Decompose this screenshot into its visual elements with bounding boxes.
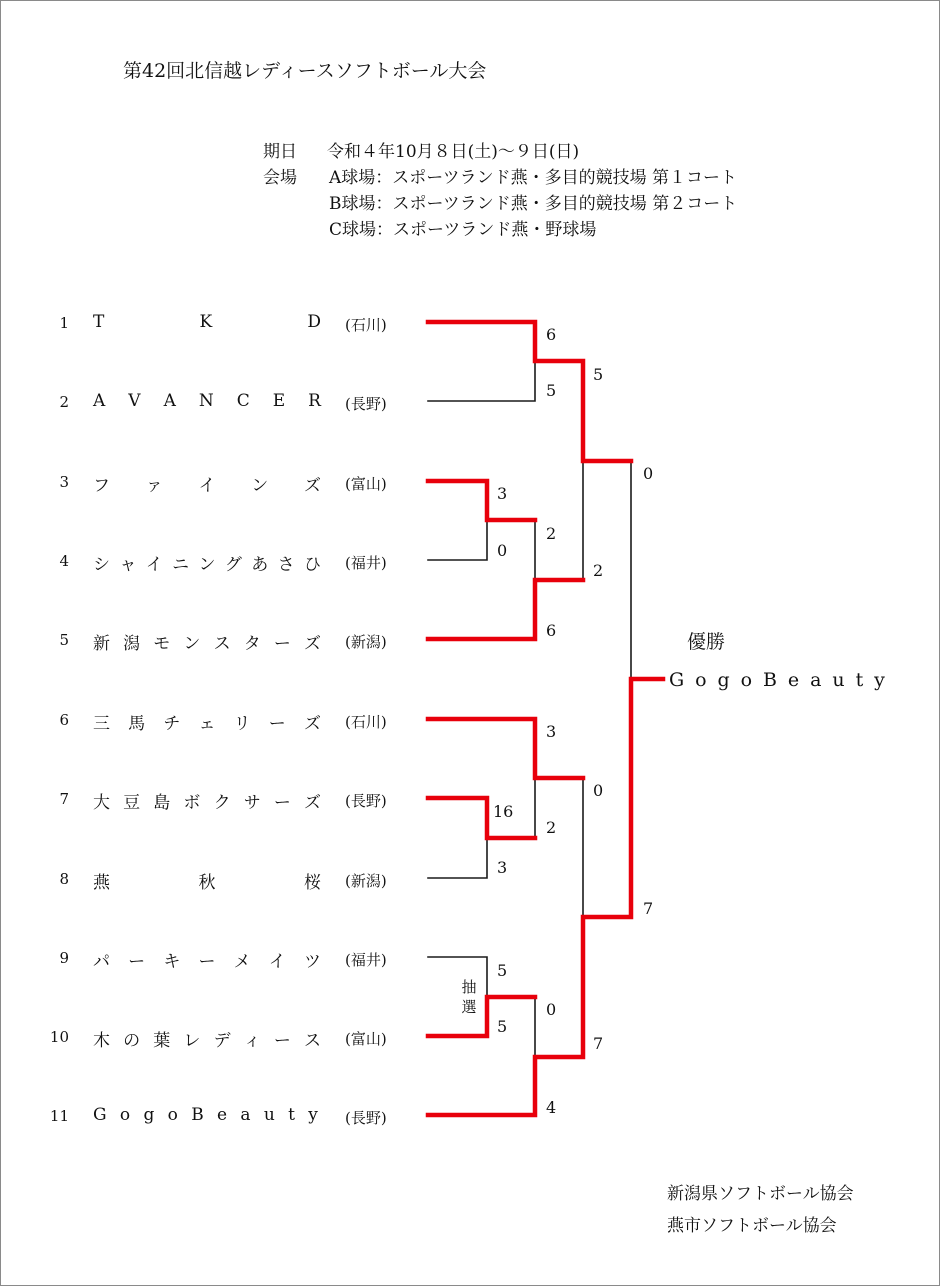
team-name-char: 馬 <box>128 714 146 734</box>
venue-a: A球場：スポーツランド燕・多目的競技場 第１コート <box>329 168 737 188</box>
champion-name-char: o <box>740 669 753 691</box>
team-name-text <box>93 391 321 411</box>
team-prefecture: (長野) <box>345 1109 387 1127</box>
team-name-char: ー <box>273 793 291 813</box>
team-name-char: 大 <box>93 793 110 813</box>
team-name-char: ボ <box>183 793 201 813</box>
score-label: 16 <box>493 802 514 821</box>
champion-name-char: y <box>874 669 885 691</box>
tournament-title: 第42回北信越レディースソフトボール大会 <box>123 60 487 82</box>
line-team-2 <box>428 361 535 401</box>
team-name <box>93 550 321 575</box>
venue-c: C球場：スポーツランド燕・野球場 <box>329 220 597 240</box>
team-seed: 7 <box>59 790 69 808</box>
team-prefecture: (富山) <box>345 1030 387 1048</box>
team-name-char: ニ <box>172 555 190 575</box>
team-seed: 6 <box>59 711 69 729</box>
score-label: 0 <box>546 1000 557 1019</box>
team-name-char: さ <box>277 555 295 575</box>
team-name-char: モ <box>153 634 171 654</box>
champion-name <box>669 669 885 691</box>
score-label: 3 <box>497 858 508 877</box>
score-label: 0 <box>643 464 654 483</box>
score-label: 2 <box>546 818 557 837</box>
team-name-char: チ <box>163 714 181 734</box>
team-name-text <box>93 471 321 496</box>
team-name-text <box>93 1105 318 1125</box>
team-name-char: ー <box>273 1031 291 1051</box>
line-team-7 <box>428 798 535 838</box>
line-team-5 <box>428 580 583 639</box>
team-name-char: o <box>119 1105 131 1125</box>
team-seed: 10 <box>49 1028 69 1046</box>
team-name-text <box>93 550 321 575</box>
team-name-char: 潟 <box>123 634 141 654</box>
team-name-char: D <box>307 312 321 332</box>
team-name <box>93 868 321 893</box>
team-name-char: ス <box>303 1031 321 1051</box>
team-name-char: ズ <box>303 634 321 654</box>
team-name-char: y <box>308 1105 318 1125</box>
score-label: 3 <box>497 484 508 503</box>
team-name-char: ェ <box>198 714 216 734</box>
team-seed: 1 <box>59 314 69 332</box>
team-name-char: 木 <box>93 1031 110 1051</box>
team-name-text <box>93 629 321 654</box>
team-name-char: ー <box>268 714 286 734</box>
team-name-char: ー <box>198 952 216 972</box>
team-name-text <box>93 868 321 893</box>
team-name-char: o <box>167 1105 178 1125</box>
team-name-char: t <box>288 1105 295 1125</box>
team-name-char: N <box>198 391 214 411</box>
team-name-char: ィ <box>243 1031 261 1051</box>
team-name-char: 燕 <box>93 873 110 893</box>
score-label: 6 <box>546 325 557 344</box>
venue-label: 会場 <box>263 168 297 188</box>
team-name-char: 秋 <box>198 873 216 893</box>
team-name-char: の <box>123 1031 141 1051</box>
score-label: 2 <box>546 524 557 543</box>
line-team-10 <box>428 997 535 1036</box>
score-label: 6 <box>546 621 557 640</box>
team-name-char: フ <box>93 476 110 496</box>
team-name-char: 三 <box>93 714 110 734</box>
line-team-11 <box>428 679 663 1115</box>
team-name-char: キ <box>163 952 181 972</box>
team-prefecture: (新潟) <box>345 872 387 890</box>
team-name-char: B <box>191 1105 204 1125</box>
team-name-char: 豆 <box>123 793 141 813</box>
team-name-char: ー <box>273 634 291 654</box>
team-name-char: リ <box>233 714 251 734</box>
team-name-char: 島 <box>153 793 171 813</box>
team-prefecture: (石川) <box>345 316 387 334</box>
champion-name-char: u <box>832 669 845 691</box>
score-label: 5 <box>593 365 604 384</box>
score-label: 4 <box>546 1098 557 1117</box>
team-name-char: イ <box>145 555 163 575</box>
team-name-char: K <box>199 312 213 332</box>
team-seed: 11 <box>49 1107 69 1125</box>
champion-name-char: G <box>669 669 685 691</box>
team-name-char: V <box>128 391 141 411</box>
team-name-char: A <box>163 391 176 411</box>
team-name-char: グ <box>224 555 242 575</box>
team-seed: 9 <box>59 949 69 967</box>
team-name-char: ャ <box>119 555 137 575</box>
team-name-char: e <box>217 1105 228 1125</box>
team-seed: 3 <box>59 473 69 491</box>
team-name-char: C <box>236 391 250 411</box>
team-name-char: 桜 <box>304 873 321 893</box>
team-name-char: ス <box>213 634 231 654</box>
team-name-char: G <box>93 1105 107 1125</box>
team-prefecture: (富山) <box>345 475 387 493</box>
lottery-note: 抽選 <box>461 978 477 1016</box>
team-prefecture: (福井) <box>345 554 387 572</box>
team-name-char: 葉 <box>153 1031 171 1051</box>
team-name <box>93 1105 318 1125</box>
score-label: 3 <box>546 722 557 741</box>
team-name-text <box>93 947 321 972</box>
team-name-text <box>93 788 321 813</box>
team-seed: 2 <box>59 393 69 411</box>
team-name <box>93 1026 321 1051</box>
champion-name-char: o <box>695 669 707 691</box>
line-team-8 <box>428 838 487 878</box>
team-name-char: レ <box>183 1031 201 1051</box>
score-label: 5 <box>546 381 557 400</box>
team-name-char: パ <box>93 952 110 972</box>
champion-name-char: g <box>717 669 730 691</box>
team-name-char: ツ <box>303 952 321 972</box>
team-prefecture: (石川) <box>345 713 387 731</box>
team-name-char: イ <box>198 476 216 496</box>
score-label: 5 <box>497 961 508 980</box>
team-name-text <box>93 312 321 332</box>
team-name-char: タ <box>243 634 261 654</box>
venue-b: B球場：スポーツランド燕・多目的競技場 第２コート <box>329 194 738 214</box>
team-name-char: A <box>93 391 106 411</box>
date-value: 令和４年10月８日(土)～９日(日) <box>327 142 580 162</box>
team-name-char: u <box>263 1105 275 1125</box>
team-name-char: a <box>240 1105 251 1125</box>
team-name <box>93 709 321 734</box>
team-name <box>93 947 321 972</box>
line-team-6 <box>428 719 583 778</box>
team-name-char: ン <box>198 555 216 575</box>
team-name-char: 新 <box>93 634 110 654</box>
champion-name-char: e <box>787 669 800 691</box>
team-name-char: デ <box>213 1031 231 1051</box>
score-label: 0 <box>497 541 508 560</box>
team-name-char: シ <box>93 555 110 575</box>
team-name <box>93 312 321 332</box>
team-seed: 5 <box>59 631 69 649</box>
team-name-char: ズ <box>303 793 321 813</box>
team-name-char: ひ <box>304 555 321 575</box>
team-name-char: E <box>272 391 286 411</box>
champion-label: 優勝 <box>687 631 726 653</box>
organizer-1: 新潟県ソフトボール協会 <box>667 1184 854 1204</box>
team-name <box>93 629 321 654</box>
team-name-char: ー <box>128 952 146 972</box>
team-name-char: T <box>93 312 105 332</box>
score-label: 0 <box>593 781 604 800</box>
team-name-char: メ <box>233 952 251 972</box>
score-label: 2 <box>593 561 604 580</box>
team-prefecture: (長野) <box>345 395 387 413</box>
team-prefecture: (新潟) <box>345 633 387 651</box>
organizer-2: 燕市ソフトボール協会 <box>667 1216 837 1236</box>
team-name-char: イ <box>268 952 286 972</box>
team-name-char: g <box>143 1105 155 1125</box>
team-name-char: サ <box>243 793 261 813</box>
line-team-4 <box>428 520 487 560</box>
team-name-char: ァ <box>145 476 163 496</box>
team-prefecture: (福井) <box>345 951 387 969</box>
team-seed: 4 <box>59 552 69 570</box>
champion-name-char: t <box>855 669 864 691</box>
team-name <box>93 391 321 411</box>
team-name <box>93 471 321 496</box>
team-name-char: R <box>308 391 321 411</box>
team-name-char: ン <box>183 634 201 654</box>
team-prefecture: (長野) <box>345 792 387 810</box>
team-name-text <box>93 709 321 734</box>
team-name-char: ク <box>213 793 231 813</box>
team-name <box>93 788 321 813</box>
team-name-char: あ <box>251 555 269 575</box>
score-label: 7 <box>643 899 654 918</box>
team-name-char: ズ <box>303 714 321 734</box>
champion-name-char: B <box>763 669 777 691</box>
line-team-3 <box>428 481 535 520</box>
team-name-char: ズ <box>304 476 321 496</box>
line-team-1 <box>428 322 631 461</box>
team-name-char: ン <box>251 476 269 496</box>
champion-name-char: a <box>810 669 822 691</box>
team-name-text <box>93 1026 321 1051</box>
date-label: 期日 <box>263 142 297 162</box>
team-seed: 8 <box>59 870 69 888</box>
score-label: 5 <box>497 1017 508 1036</box>
score-label: 7 <box>593 1034 604 1053</box>
